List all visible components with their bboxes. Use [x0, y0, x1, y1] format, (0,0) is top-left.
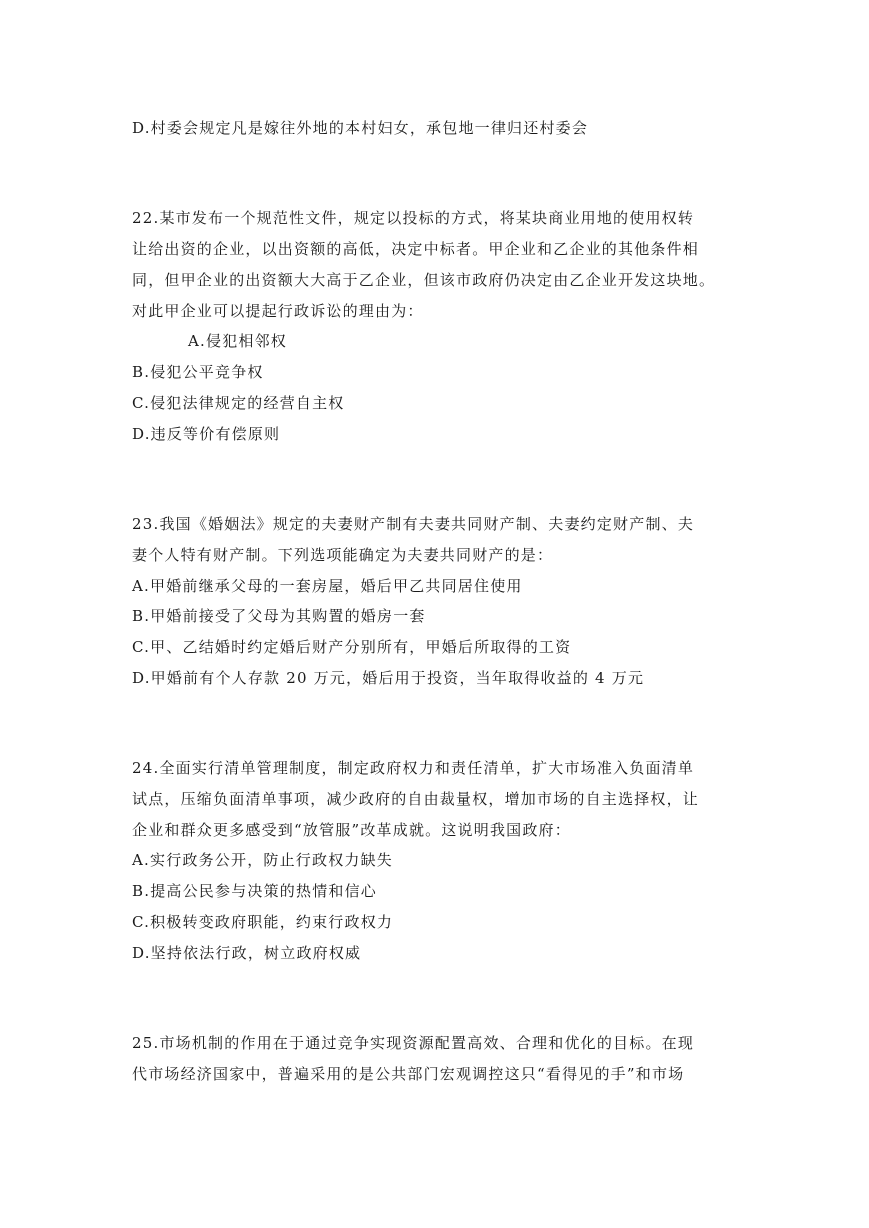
q23-option-c: C.甲、乙结婚时约定婚后财产分别所有，甲婚后所取得的工资 — [132, 638, 572, 656]
q24-stem-line-2: 试点，压缩负面清单事项，减少政府的自由裁量权，增加市场的自主选择权，让 — [132, 790, 700, 808]
q22-option-b: B.侵犯公平竞争权 — [132, 363, 264, 381]
q24-option-a: A.实行政务公开，防止行政权力缺失 — [132, 851, 394, 869]
q22-option-a: A.侵犯相邻权 — [188, 332, 288, 350]
q24-option-d: D.坚持依法行政，树立政府权威 — [132, 944, 362, 962]
q22-stem-line-3: 同，但甲企业的出资额大大高于乙企业，但该市政府仍决定由乙企业开发这块地。 — [132, 271, 716, 289]
q24-option-b: B.提高公民参与决策的热情和信心 — [132, 882, 377, 900]
q22-stem-line-4: 对此甲企业可以提起行政诉讼的理由为： — [132, 302, 424, 320]
q22-option-d: D.违反等价有偿原则 — [132, 425, 281, 443]
q25-stem-line-2: 代市场经济国家中，普遍采用的是公共部门宏观调控这只“看得见的手”和市场 — [132, 1065, 685, 1083]
q22-stem-line-2: 让给出资的企业，以出资额的高低，决定中标者。甲企业和乙企业的其他条件相 — [132, 240, 700, 258]
q23-option-a: A.甲婚前继承父母的一套房屋，婚后甲乙共同居住使用 — [132, 577, 523, 595]
q23-stem-line-2: 妻个人特有财产制。下列选项能确定为夫妻共同财产的是： — [132, 546, 554, 564]
q24-stem-line-1: 24.全面实行清单管理制度，制定政府权力和责任清单，扩大市场准入负面清单 — [132, 759, 695, 777]
q25-stem-line-1: 25.市场机制的作用在于通过竞争实现资源配置高效、合理和优化的目标。在现 — [132, 1034, 695, 1052]
q23-stem-line-1: 23.我国《婚姻法》规定的夫妻财产制有夫妻共同财产制、夫妻约定财产制、夫 — [132, 515, 695, 533]
q23-option-b: B.甲婚前接受了父母为其购置的婚房一套 — [132, 607, 426, 625]
q22-option-c: C.侵犯法律规定的经营自主权 — [132, 394, 345, 412]
q24-stem-line-3: 企业和群众更多感受到“放管服”改革成就。这说明我国政府： — [132, 821, 571, 839]
q23-option-d: D.甲婚前有个人存款 20 万元，婚后用于投资，当年取得收益的 4 万元 — [132, 669, 645, 687]
q24-option-c: C.积极转变政府职能，约束行政权力 — [132, 913, 394, 931]
q22-stem-line-1: 22.某市发布一个规范性文件，规定以投标的方式，将某块商业用地的使用权转 — [132, 209, 695, 227]
q21-option-d: D.村委会规定凡是嫁往外地的本村妇女，承包地一律归还村委会 — [132, 119, 589, 137]
